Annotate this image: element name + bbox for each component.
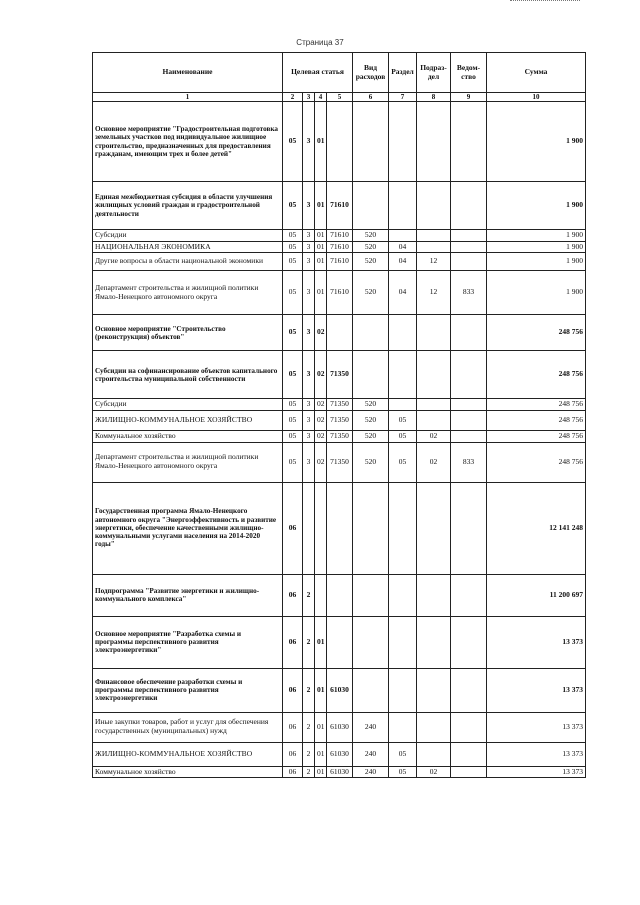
ministry-code bbox=[451, 102, 487, 182]
header-section: Раздел bbox=[389, 53, 417, 93]
target-subprogram: 3 bbox=[303, 253, 315, 271]
table-row bbox=[93, 271, 586, 315]
section-code bbox=[389, 351, 417, 399]
ministry-code bbox=[451, 253, 487, 271]
header-ministry: Ведом-ство bbox=[451, 53, 487, 93]
section-code bbox=[389, 230, 417, 242]
target-program: 06 bbox=[283, 574, 303, 616]
header-name: Наименование bbox=[93, 53, 283, 93]
target-activity: 01 bbox=[315, 766, 327, 778]
row-name: Коммунальное хозяйство bbox=[93, 766, 283, 778]
section-code bbox=[389, 182, 417, 230]
ministry-code bbox=[451, 182, 487, 230]
target-subprogram: 3 bbox=[303, 430, 315, 442]
ministry-code bbox=[451, 766, 487, 778]
target-subprogram: 3 bbox=[303, 230, 315, 242]
target-program: 05 bbox=[283, 442, 303, 482]
ministry-code bbox=[451, 712, 487, 742]
target-direction: 61030 bbox=[327, 712, 353, 742]
section-code: 04 bbox=[389, 253, 417, 271]
expense-type bbox=[353, 482, 389, 574]
target-subprogram: 3 bbox=[303, 410, 315, 430]
target-program: 05 bbox=[283, 253, 303, 271]
row-sum: 248 756 bbox=[487, 315, 586, 351]
row-name: ЖИЛИЩНО-КОММУНАЛЬНОЕ ХОЗЯЙСТВО bbox=[93, 742, 283, 766]
target-subprogram: 2 bbox=[303, 574, 315, 616]
subsection-code bbox=[417, 351, 451, 399]
row-sum: 248 756 bbox=[487, 442, 586, 482]
section-code: 05 bbox=[389, 410, 417, 430]
subsection-code bbox=[417, 315, 451, 351]
column-number-row bbox=[93, 93, 586, 102]
target-program: 05 bbox=[283, 182, 303, 230]
target-direction: 61030 bbox=[327, 668, 353, 712]
target-direction bbox=[327, 315, 353, 351]
column-number: 1 bbox=[93, 93, 283, 102]
table-row bbox=[93, 482, 586, 574]
row-sum: 248 756 bbox=[487, 430, 586, 442]
column-number: 2 bbox=[283, 93, 303, 102]
row-name: Основное мероприятие "Разработка схемы и программы перспективного развития электроэнергетики" bbox=[93, 616, 283, 668]
target-program: 06 bbox=[283, 766, 303, 778]
subsection-code bbox=[417, 241, 451, 253]
target-subprogram: 3 bbox=[303, 271, 315, 315]
table-row bbox=[93, 351, 586, 399]
expense-type bbox=[353, 315, 389, 351]
target-direction: 71610 bbox=[327, 230, 353, 242]
table-row bbox=[93, 102, 586, 182]
subsection-code: 02 bbox=[417, 430, 451, 442]
subsection-code: 02 bbox=[417, 442, 451, 482]
subsection-code bbox=[417, 668, 451, 712]
row-sum: 1 900 bbox=[487, 241, 586, 253]
target-program: 05 bbox=[283, 241, 303, 253]
target-subprogram: 3 bbox=[303, 351, 315, 399]
expense-type bbox=[353, 351, 389, 399]
target-program: 06 bbox=[283, 616, 303, 668]
ministry-code bbox=[451, 230, 487, 242]
target-program: 05 bbox=[283, 315, 303, 351]
table-row bbox=[93, 182, 586, 230]
row-name: Государственная программа Ямало-Ненецкого автономного округа "Энергоэффективность и развитие энергетики, обеспечение качественными жилищно-коммунальными услугами населения на 2014-2020 годы" bbox=[93, 482, 283, 574]
section-code bbox=[389, 668, 417, 712]
ministry-code bbox=[451, 668, 487, 712]
expense-type: 520 bbox=[353, 430, 389, 442]
table-body bbox=[93, 102, 586, 778]
expense-type: 520 bbox=[353, 241, 389, 253]
target-program: 05 bbox=[283, 230, 303, 242]
target-direction: 61030 bbox=[327, 766, 353, 778]
row-sum: 1 900 bbox=[487, 253, 586, 271]
row-name: ЖИЛИЩНО-КОММУНАЛЬНОЕ ХОЗЯЙСТВО bbox=[93, 410, 283, 430]
header-sum: Сумма bbox=[487, 53, 586, 93]
target-subprogram: 3 bbox=[303, 102, 315, 182]
target-direction bbox=[327, 616, 353, 668]
row-name: Подпрограмма "Развитие энергетики и жилищно-коммунального комплекса" bbox=[93, 574, 283, 616]
row-sum: 1 900 bbox=[487, 271, 586, 315]
expense-type: 520 bbox=[353, 230, 389, 242]
expense-type bbox=[353, 102, 389, 182]
table-row bbox=[93, 315, 586, 351]
table-row bbox=[93, 742, 586, 766]
section-code: 04 bbox=[389, 271, 417, 315]
column-number: 9 bbox=[451, 93, 487, 102]
target-program: 06 bbox=[283, 482, 303, 574]
row-name: Департамент строительства и жилищной политики Ямало-Ненецкого автономного округа bbox=[93, 271, 283, 315]
target-direction: 71350 bbox=[327, 351, 353, 399]
target-subprogram: 2 bbox=[303, 616, 315, 668]
row-name: Единая межбюджетная субсидия в области улучшения жилищных условий граждан и градостроительной деятельности bbox=[93, 182, 283, 230]
row-name: Финансовое обеспечение разработки схемы и программы перспективного развития электроэнергетики bbox=[93, 668, 283, 712]
target-subprogram: 2 bbox=[303, 712, 315, 742]
row-sum: 248 756 bbox=[487, 351, 586, 399]
ministry-code: 833 bbox=[451, 442, 487, 482]
target-subprogram: 3 bbox=[303, 241, 315, 253]
subsection-code bbox=[417, 616, 451, 668]
target-direction: 61030 bbox=[327, 742, 353, 766]
column-number: 3 bbox=[303, 93, 315, 102]
header-expense-type: Вид расходов bbox=[353, 53, 389, 93]
target-program: 06 bbox=[283, 712, 303, 742]
header-row bbox=[93, 53, 586, 93]
subsection-code bbox=[417, 230, 451, 242]
expense-type: 520 bbox=[353, 399, 389, 411]
target-program: 05 bbox=[283, 102, 303, 182]
target-subprogram: 3 bbox=[303, 399, 315, 411]
expense-type: 520 bbox=[353, 442, 389, 482]
row-sum: 1 900 bbox=[487, 182, 586, 230]
section-code bbox=[389, 399, 417, 411]
section-code bbox=[389, 616, 417, 668]
subsection-code bbox=[417, 712, 451, 742]
subsection-code bbox=[417, 742, 451, 766]
target-program: 05 bbox=[283, 410, 303, 430]
row-name: Иные закупки товаров, работ и услуг для обеспечения государственных (муниципальных) нужд bbox=[93, 712, 283, 742]
row-sum: 13 373 bbox=[487, 712, 586, 742]
table-row bbox=[93, 230, 586, 242]
section-code bbox=[389, 315, 417, 351]
target-subprogram: 3 bbox=[303, 442, 315, 482]
target-direction bbox=[327, 102, 353, 182]
target-subprogram bbox=[303, 482, 315, 574]
row-sum: 248 756 bbox=[487, 410, 586, 430]
target-direction: 71350 bbox=[327, 410, 353, 430]
ministry-code bbox=[451, 482, 487, 574]
ministry-code bbox=[451, 616, 487, 668]
target-direction: 71610 bbox=[327, 271, 353, 315]
target-direction: 71350 bbox=[327, 399, 353, 411]
section-code: 05 bbox=[389, 742, 417, 766]
row-name: Другие вопросы в области национальной экономики bbox=[93, 253, 283, 271]
target-activity: 02 bbox=[315, 410, 327, 430]
row-sum: 248 756 bbox=[487, 399, 586, 411]
target-program: 06 bbox=[283, 668, 303, 712]
table-row bbox=[93, 766, 586, 778]
table-row bbox=[93, 253, 586, 271]
target-activity: 02 bbox=[315, 399, 327, 411]
row-name: Основное мероприятие "Градостроительная подготовка земельных участков под индивидуальное жилищное строительство, предназначенных для предоставления гражданам, имеющим трех и более детей" bbox=[93, 102, 283, 182]
section-code bbox=[389, 482, 417, 574]
column-number: 4 bbox=[315, 93, 327, 102]
expense-type: 520 bbox=[353, 410, 389, 430]
target-direction: 71350 bbox=[327, 442, 353, 482]
ministry-code bbox=[451, 399, 487, 411]
ministry-code bbox=[451, 315, 487, 351]
table-row bbox=[93, 574, 586, 616]
target-subprogram: 2 bbox=[303, 766, 315, 778]
row-sum: 13 373 bbox=[487, 742, 586, 766]
column-number: 7 bbox=[389, 93, 417, 102]
row-name: Субсидии bbox=[93, 230, 283, 242]
target-subprogram: 2 bbox=[303, 668, 315, 712]
target-activity: 02 bbox=[315, 315, 327, 351]
target-activity bbox=[315, 482, 327, 574]
table-row bbox=[93, 616, 586, 668]
section-code bbox=[389, 712, 417, 742]
target-activity: 02 bbox=[315, 430, 327, 442]
row-name: Субсидии bbox=[93, 399, 283, 411]
subsection-code bbox=[417, 574, 451, 616]
ministry-code bbox=[451, 410, 487, 430]
table-row bbox=[93, 668, 586, 712]
expense-type: 520 bbox=[353, 271, 389, 315]
table-row bbox=[93, 241, 586, 253]
subsection-code: 12 bbox=[417, 271, 451, 315]
target-activity: 01 bbox=[315, 230, 327, 242]
expense-type: 520 bbox=[353, 253, 389, 271]
target-program: 05 bbox=[283, 271, 303, 315]
ministry-code bbox=[451, 742, 487, 766]
expense-type: 240 bbox=[353, 712, 389, 742]
row-sum: 13 373 bbox=[487, 616, 586, 668]
ministry-code bbox=[451, 430, 487, 442]
subsection-code bbox=[417, 182, 451, 230]
target-program: 06 bbox=[283, 742, 303, 766]
section-code: 04 bbox=[389, 241, 417, 253]
target-activity: 02 bbox=[315, 442, 327, 482]
target-activity: 01 bbox=[315, 271, 327, 315]
target-program: 05 bbox=[283, 399, 303, 411]
table-row bbox=[93, 410, 586, 430]
expense-type: 240 bbox=[353, 742, 389, 766]
target-activity: 01 bbox=[315, 241, 327, 253]
target-direction: 71610 bbox=[327, 241, 353, 253]
target-direction: 71610 bbox=[327, 253, 353, 271]
table-row bbox=[93, 442, 586, 482]
row-sum: 13 373 bbox=[487, 668, 586, 712]
row-sum: 1 900 bbox=[487, 102, 586, 182]
subsection-code: 12 bbox=[417, 253, 451, 271]
subsection-code bbox=[417, 399, 451, 411]
column-number: 10 bbox=[487, 93, 586, 102]
target-subprogram: 3 bbox=[303, 182, 315, 230]
subsection-code bbox=[417, 482, 451, 574]
target-activity: 01 bbox=[315, 182, 327, 230]
section-code bbox=[389, 102, 417, 182]
target-direction bbox=[327, 574, 353, 616]
subsection-code bbox=[417, 102, 451, 182]
target-direction bbox=[327, 482, 353, 574]
page-label: Страница 37 bbox=[296, 38, 344, 47]
scan-artifact bbox=[510, 0, 580, 5]
row-name: Департамент строительства и жилищной политики Ямало-Ненецкого автономного округа bbox=[93, 442, 283, 482]
target-subprogram: 2 bbox=[303, 742, 315, 766]
target-direction: 71350 bbox=[327, 430, 353, 442]
target-activity: 01 bbox=[315, 102, 327, 182]
header-target: Целевая статья bbox=[283, 53, 353, 93]
table-row bbox=[93, 399, 586, 411]
column-number: 8 bbox=[417, 93, 451, 102]
subsection-code: 02 bbox=[417, 766, 451, 778]
row-sum: 12 141 248 bbox=[487, 482, 586, 574]
budget-table bbox=[92, 52, 586, 778]
target-activity: 01 bbox=[315, 742, 327, 766]
ministry-code bbox=[451, 574, 487, 616]
expense-type bbox=[353, 668, 389, 712]
row-name: Коммунальное хозяйство bbox=[93, 430, 283, 442]
row-name: НАЦИОНАЛЬНАЯ ЭКОНОМИКА bbox=[93, 241, 283, 253]
ministry-code bbox=[451, 351, 487, 399]
row-name: Основное мероприятие "Строительство (реконструкция) объектов" bbox=[93, 315, 283, 351]
target-activity: 01 bbox=[315, 253, 327, 271]
target-direction: 71610 bbox=[327, 182, 353, 230]
target-activity: 01 bbox=[315, 668, 327, 712]
subsection-code bbox=[417, 410, 451, 430]
table-row bbox=[93, 430, 586, 442]
target-program: 05 bbox=[283, 430, 303, 442]
header-subsection: Подраз-дел bbox=[417, 53, 451, 93]
column-number: 6 bbox=[353, 93, 389, 102]
target-activity: 01 bbox=[315, 616, 327, 668]
section-code: 05 bbox=[389, 430, 417, 442]
section-code: 05 bbox=[389, 442, 417, 482]
expense-type bbox=[353, 182, 389, 230]
section-code bbox=[389, 574, 417, 616]
ministry-code bbox=[451, 241, 487, 253]
expense-type: 240 bbox=[353, 766, 389, 778]
section-code: 05 bbox=[389, 766, 417, 778]
ministry-code: 833 bbox=[451, 271, 487, 315]
row-sum: 1 900 bbox=[487, 230, 586, 242]
table-row bbox=[93, 712, 586, 742]
target-program: 05 bbox=[283, 351, 303, 399]
target-activity: 02 bbox=[315, 351, 327, 399]
column-number: 5 bbox=[327, 93, 353, 102]
target-subprogram: 3 bbox=[303, 315, 315, 351]
expense-type bbox=[353, 616, 389, 668]
row-sum: 11 200 697 bbox=[487, 574, 586, 616]
row-sum: 13 373 bbox=[487, 766, 586, 778]
target-activity bbox=[315, 574, 327, 616]
row-name: Субсидии на софинансирование объектов капитального строительства муниципальной собственности bbox=[93, 351, 283, 399]
expense-type bbox=[353, 574, 389, 616]
target-activity: 01 bbox=[315, 712, 327, 742]
